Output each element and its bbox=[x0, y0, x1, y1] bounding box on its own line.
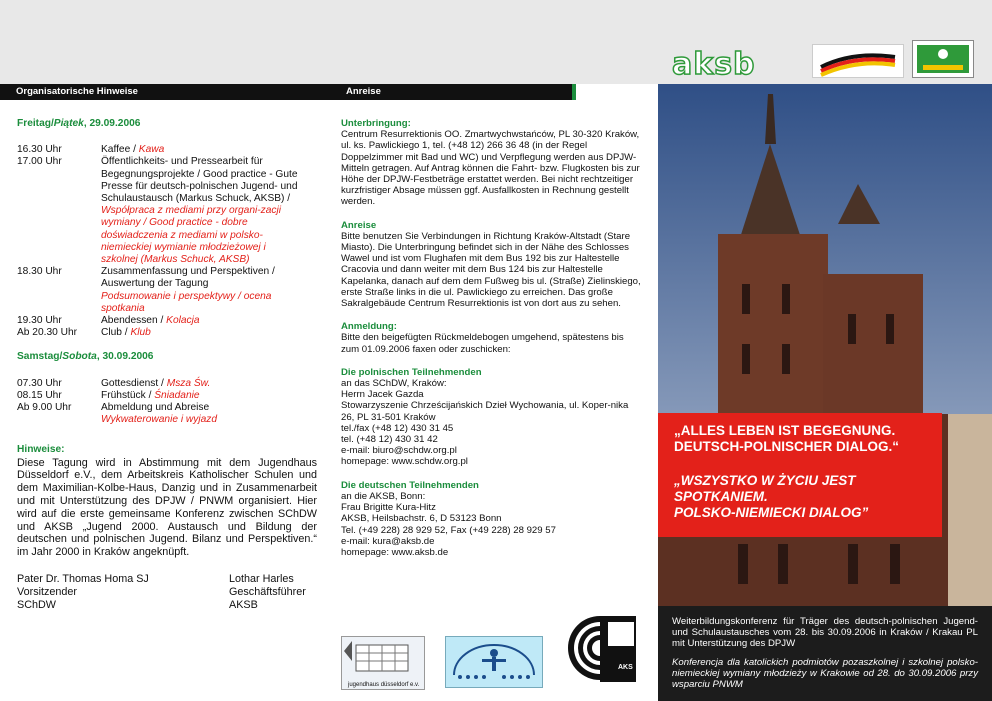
pl-participants-contact bbox=[341, 378, 641, 468]
contact-line: Frau Brigitte Kura-Hitz bbox=[341, 502, 436, 514]
entry-de: Zusammenfassung und Perspektiven / Auswertung der Tagung bbox=[101, 266, 275, 290]
entry-de: Frühstück bbox=[101, 389, 146, 401]
day2-schedule bbox=[17, 378, 317, 427]
contact-line: homepage: www.schdw.org.pl bbox=[341, 456, 468, 468]
contact-line: tel. (+48 12) 430 31 42 bbox=[341, 434, 438, 446]
kolbe-house-logo bbox=[445, 636, 543, 688]
day1-heading: Freitag/Piątek, 29.09.2006 bbox=[17, 118, 141, 129]
schedule-time: 17.00 Uhr bbox=[17, 156, 62, 168]
aks-logo: AKS bbox=[566, 614, 636, 684]
contact-line: homepage: www.aksb.de bbox=[341, 546, 449, 558]
schedule-entry bbox=[101, 144, 301, 156]
travel-column bbox=[341, 118, 641, 558]
entry-de: Club bbox=[101, 327, 122, 339]
aksb-logo: aksb bbox=[672, 47, 756, 82]
entry-pl: Wykwaterowanie i wyjazd bbox=[101, 414, 218, 426]
entry-separator: / bbox=[121, 327, 131, 339]
contact-line: Herrn Jacek Gazda bbox=[341, 389, 424, 401]
contact-line: Stowarzyszenie Chrześcijańskich Dzieł Wychowania, ul. Koper-nika 26, PL 31-501 Kraków bbox=[341, 400, 629, 423]
day1-schedule bbox=[17, 144, 317, 339]
entry-separator: / bbox=[158, 377, 167, 389]
registration-heading: Anmeldung: bbox=[341, 321, 397, 333]
schedule-entry bbox=[101, 327, 301, 339]
contact-line: tel./fax (+48 12) 430 31 45 bbox=[341, 422, 454, 434]
entry-de: Kaffee bbox=[101, 144, 131, 156]
day2-heading: Samstag/Sobota, 30.09.2006 bbox=[17, 351, 154, 363]
arrival-heading: Anreise bbox=[341, 219, 377, 231]
signature-aksb: Lothar Harles Geschäftsführer AKSB bbox=[229, 573, 306, 611]
bar-accent bbox=[572, 84, 576, 100]
schedule-row bbox=[17, 156, 317, 266]
schedule-entry bbox=[101, 315, 301, 327]
schedule-time: 19.30 Uhr bbox=[17, 315, 62, 327]
arrival-text: Bitte benutzen Sie Verbindungen in Richtung Kraków-Altstadt (Stare Miasto). Die Unterbringung befindet sich in der Nähe des Schlosses Wawel und ist vom Flughafen mit dem Bus 192 bis zur Haltestelle Cracovia und dann weiter mit dem Bus 124 bis zur Haltestelle Kapelanka, danach auf dem dem Fußweg bis ul. (Straße) Zielinskiego, erste Straße links in die ul. Pawlickiego zu erreichen. Das große Sakralgebäude Centrum Resurrektionis ist von dort aus zu sehen. bbox=[341, 230, 641, 310]
jugendhaus-logo: jugendhaus düsseldorf e.v. bbox=[341, 636, 425, 690]
schedule-entry bbox=[101, 390, 301, 402]
motto-box: „ALLES LEBEN IST BEGEGNUNG. DEUTSCH-POLNISCHER DIALOG.“ „WSZYSTKO W ŻYCIU JEST SPOTKANIEM. POLSKO-NIEMIECKI DIALOG” bbox=[658, 413, 942, 537]
signature-schdw: Pater Dr. Thomas Homa SJ Vorsitzender SChDW bbox=[17, 573, 149, 611]
stay-heading: Unterbringung: bbox=[341, 118, 411, 129]
info-de: Weiterbildungskonferenz für Träger des deutsch-polnischen Jugend- und Schulaustausches vom 28. bis 30.09.2006 in Kraków / Krakau PL mit Unterstützung des DPJW bbox=[672, 616, 978, 649]
schedule-time: Ab 9.00 Uhr bbox=[17, 402, 72, 414]
contact-line: an das SChDW, Kraków: bbox=[341, 378, 447, 390]
program-column bbox=[17, 118, 317, 611]
contact-line: e-mail: biuro@schdw.org.pl bbox=[341, 445, 457, 457]
contact-line: AKSB, Heilsbachstr. 6, D 53123 Bonn bbox=[341, 513, 502, 525]
de-participants-heading: Die deutschen Teilnehmenden bbox=[341, 479, 479, 491]
entry-pl: Kawa bbox=[138, 144, 165, 156]
schedule-time: 07.30 Uhr bbox=[17, 377, 62, 389]
entry-pl: Współpraca z mediami przy organi-zacji wymiany / Good practice - dobre doświadczenia z mediami w polsko-niemieckiej wymianie młodzieżowej i szkolnej (Markus Schuck, AKSB) bbox=[101, 205, 282, 266]
contact-line: an die AKSB, Bonn: bbox=[341, 490, 426, 502]
info-pl: Konferencja dla katolickich podmiotów pozaszkolnej i szkolnej polsko- niemieckiej wymiany młodzieży w Krakowie od 28. do 30.09.2006 przy wsparciu PNWM bbox=[672, 657, 978, 690]
stay-text: Centrum Resurrektionis OO. Zmartwychwstańców, PL 30-320 Kraków, ul. ks. Pawlickiego 1, tel. (+48 12) 266 36 48 (in der Regel Doppelzimmer mit Bad und WC) und Verpflegung werden aus DPJW-Mitteln getragen. Auf Antrag können die Fahrt- bzw. Flugkosten bis zur Höhe der DPJW-Festbeträge erstattet werden. Bei nicht rechtzeitiger kurzfristiger Absage müssen ggf. Ausfallkosten in Rechnung gestellt werden. bbox=[341, 129, 640, 208]
flag-logo bbox=[812, 44, 904, 78]
signatures bbox=[17, 573, 317, 611]
contact-line: Tel. (+49 228) 28 929 52, Fax (+49 228) 28 929 57 bbox=[341, 524, 556, 536]
entry-de: Abendessen bbox=[101, 315, 158, 327]
schedule-entry bbox=[101, 402, 301, 426]
entry-de: Gottesdienst bbox=[101, 377, 159, 389]
schedule-entry bbox=[101, 266, 301, 315]
schedule-time: 18.30 Uhr bbox=[17, 266, 62, 278]
entry-pl: Msza Św. bbox=[166, 377, 211, 389]
schedule-entry bbox=[101, 378, 301, 390]
arrival-bar: Anreise bbox=[346, 86, 381, 97]
note-text: Diese Tagung wird in Abstimmung mit dem Jugendhaus Düsseldorf e.V., dem Arbeitskreis Katholischer Schulen und dem Maximilian-Kolbe-Haus, Danzig und in Zusammenarbeit und mit Unterstützung des DPJW / PNWM organisiert. Hier wird auf die erste gemeinsame Konferenz zwischen SChDW und AKSB „Jugend 2000. Austausch und Bildung der deutschen und polnischen Jugend. Bilanz und Perspektiven.“ im Jahr 2000 in Kraków angeknüpft. bbox=[17, 456, 317, 559]
schedule-row bbox=[17, 402, 317, 426]
entry-pl: Śniadanie bbox=[154, 389, 200, 401]
schedule-time: 16.30 Uhr bbox=[17, 144, 62, 156]
schdw-logo bbox=[912, 40, 974, 78]
organisational-bar: Organisatorische Hinweise bbox=[0, 84, 572, 100]
entry-separator: / bbox=[130, 144, 139, 156]
schedule-row bbox=[17, 390, 317, 402]
schedule-row bbox=[17, 144, 317, 156]
de-participants-contact bbox=[341, 491, 641, 558]
entry-separator: / bbox=[157, 315, 167, 327]
schedule-row bbox=[17, 315, 317, 327]
schedule-row bbox=[17, 266, 317, 315]
entry-pl: Podsumowanie i perspektywy / ocena spotkania bbox=[101, 290, 272, 314]
entry-de: Abmeldung und Abreise bbox=[101, 402, 210, 414]
schedule-row bbox=[17, 378, 317, 390]
schedule-row bbox=[17, 327, 317, 339]
entry-separator: / bbox=[145, 389, 155, 401]
note-heading: Hinweise: bbox=[17, 444, 65, 456]
entry-pl: Kolacja bbox=[166, 315, 200, 327]
schedule-entry bbox=[101, 156, 301, 266]
registration-text: Bitte den beigefügten Rückmeldebogen umgehend, spätestens bis zum 01.09.2006 faxen oder zuschicken: bbox=[341, 332, 624, 355]
entry-de: Öffentlichkeits- und Pressearbeit für Begegnungsprojekte / Good practice - Gute Presse für deutsch-polnischen Jugend- und Schulaustausch (Markus Schuck, AKSB) / bbox=[101, 156, 298, 205]
pl-participants-heading: Die polnischen Teilnehmenden bbox=[341, 366, 482, 378]
schedule-time: 08.15 Uhr bbox=[17, 389, 62, 401]
conference-info-box bbox=[658, 606, 992, 701]
schedule-time: Ab 20.30 Uhr bbox=[17, 327, 78, 339]
entry-pl: Klub bbox=[130, 327, 151, 339]
contact-line: e-mail: kura@aksb.de bbox=[341, 535, 435, 547]
